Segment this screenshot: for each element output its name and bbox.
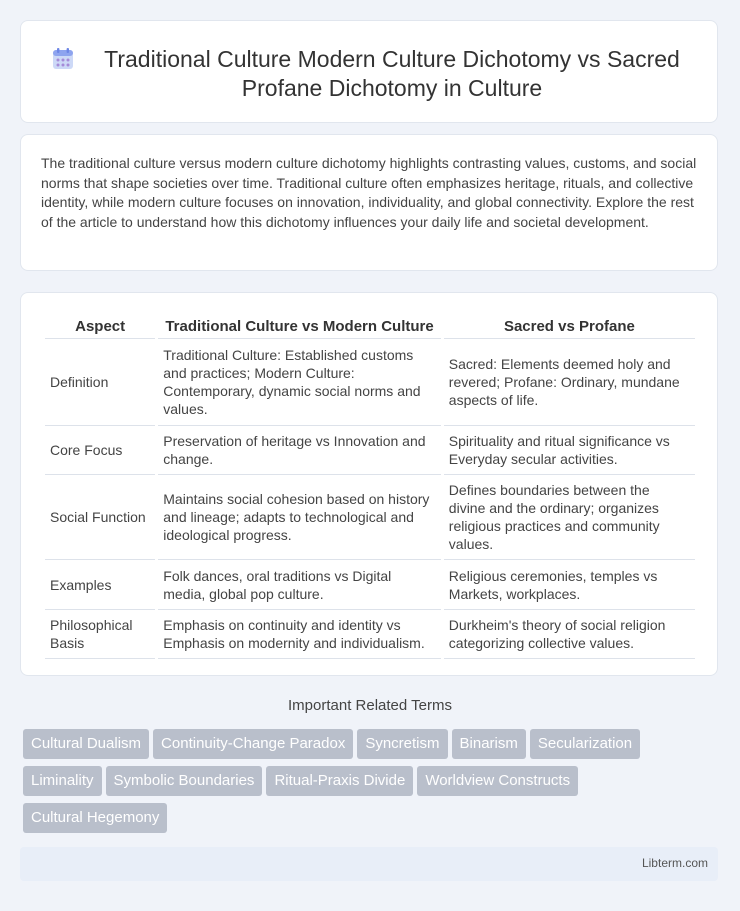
- table-row: [45, 560, 695, 610]
- row-traditional-modern: Emphasis on continuity and identity vs Emphasis on modernity and individualism.: [158, 610, 441, 659]
- tag-symbolic-boundaries[interactable]: Symbolic Boundaries: [106, 766, 263, 796]
- tag-continuity-change-paradox[interactable]: Continuity-Change Paradox: [153, 729, 353, 759]
- table-row: [45, 339, 695, 426]
- row-aspect: Core Focus: [45, 426, 155, 475]
- table-header-row: [45, 315, 695, 339]
- table-row: [45, 610, 695, 659]
- row-aspect: Examples: [45, 560, 155, 610]
- table-row: [45, 475, 695, 560]
- header-sacred-profane: Sacred vs Profane: [444, 315, 695, 339]
- comparison-table-card: [20, 292, 718, 676]
- page-title: Traditional Culture Modern Culture Dichotomy vs Sacred Profane Dichotomy in Culture: [104, 46, 680, 101]
- row-sacred-profane: Spirituality and ritual significance vs Everyday secular activities.: [444, 426, 695, 475]
- row-traditional-modern: Preservation of heritage vs Innovation and change.: [158, 426, 441, 475]
- footer-site-link[interactable]: Libterm.com: [641, 856, 708, 870]
- intro-paragraph: The traditional culture versus modern culture dichotomy highlights contrasting values, customs, and social norms that shape societies over time. Traditional culture often emphasizes heritage, rituals, and collective identity, while modern culture focuses on innovation, individuality, and global connectivity. Explore the rest of the article to understand how this dichotomy influences your daily life and societal development.: [41, 155, 697, 230]
- row-sacred-profane: Defines boundaries between the divine and the ordinary; organizes religious practices and community values.: [444, 475, 695, 560]
- tag-cultural-hegemony[interactable]: Cultural Hegemony: [23, 803, 167, 833]
- row-aspect: Social Function: [45, 475, 155, 560]
- tag-binarism[interactable]: Binarism: [452, 729, 526, 759]
- row-traditional-modern: Folk dances, oral traditions vs Digital media, global pop culture.: [158, 560, 441, 610]
- header-aspect: Aspect: [45, 315, 155, 339]
- row-sacred-profane: Sacred: Elements deemed holy and revered; Profane: Ordinary, mundane aspects of life.: [444, 339, 695, 426]
- tag-ritual-praxis-divide[interactable]: Ritual-Praxis Divide: [266, 766, 413, 796]
- title-card: [20, 20, 718, 123]
- tag-secularization[interactable]: Secularization: [530, 729, 640, 759]
- row-traditional-modern: Traditional Culture: Established customs and practices; Modern Culture: Contemporary, dynamic social norms and values.: [158, 339, 441, 426]
- related-terms-list: [23, 729, 703, 840]
- tag-liminality[interactable]: Liminality: [23, 766, 102, 796]
- row-traditional-modern: Maintains social cohesion based on history and lineage; adapts to technological and ideological progress.: [158, 475, 441, 560]
- footer: [20, 847, 718, 881]
- header-traditional-modern: Traditional Culture vs Modern Culture: [158, 315, 441, 339]
- row-aspect: Definition: [45, 339, 155, 426]
- intro-card: [20, 134, 718, 271]
- tag-worldview-constructs[interactable]: Worldview Constructs: [417, 766, 578, 796]
- related-terms-title: Important Related Terms: [288, 697, 452, 714]
- table-row: [45, 426, 695, 475]
- row-aspect: Philosophical Basis: [45, 610, 155, 659]
- comparison-table: [42, 315, 698, 659]
- row-sacred-profane: Durkheim's theory of social religion categorizing collective values.: [444, 610, 695, 659]
- tag-cultural-dualism[interactable]: Cultural Dualism: [23, 729, 149, 759]
- row-sacred-profane: Religious ceremonies, temples vs Markets, workplaces.: [444, 560, 695, 610]
- tag-syncretism[interactable]: Syncretism: [357, 729, 447, 759]
